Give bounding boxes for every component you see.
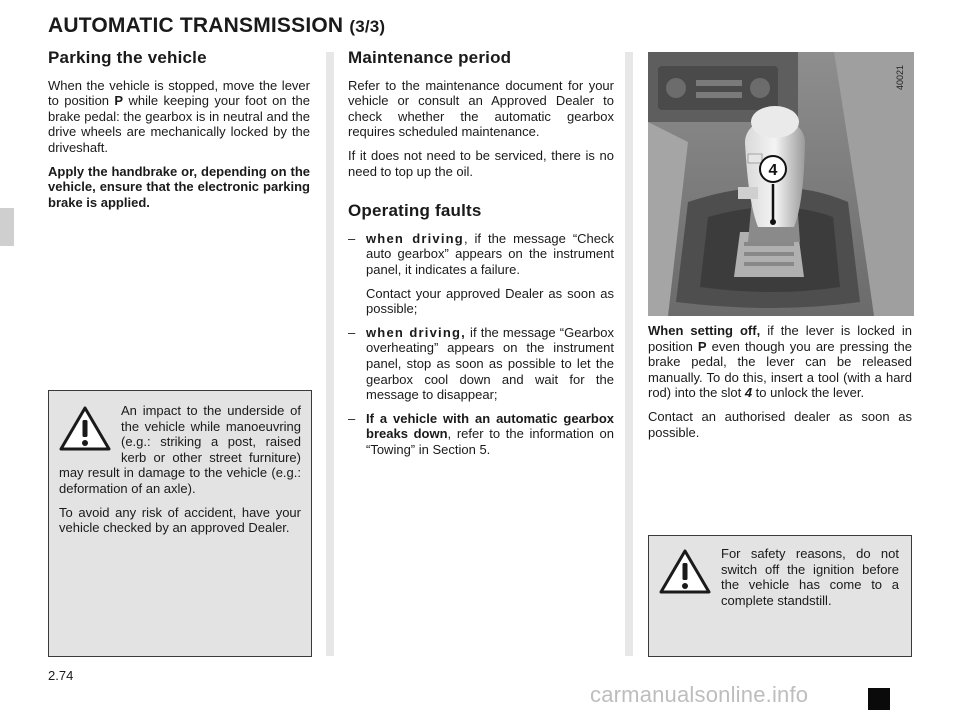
watermark-text: carmanualsonline.info — [590, 682, 809, 707]
paragraph: Refer to the maintenance document for your vehicle or consult an Approved Dealer to check whether the automatic gearbox requires scheduled maintenance. — [348, 77, 614, 140]
column-divider — [625, 52, 633, 656]
paragraph: Contact an authorised dealer as soon as possible. — [648, 408, 912, 440]
middle-column — [348, 50, 614, 465]
paragraph: When the vehicle is stopped, move the lever to position P while keeping your foot on the brake pedal: the gearbox is in neutral and the drive wheels are mechanically locked by the driveshaft. — [48, 77, 310, 155]
warning-triangle-icon — [659, 548, 711, 594]
paragraph: If it does not need to be serviced, there is no need to top up the oil. — [348, 147, 614, 179]
right-column — [648, 323, 912, 448]
warning-box — [48, 390, 312, 657]
photo-code: 40021 — [895, 64, 905, 90]
warning-text: An impact to the underside of the vehicle while manoeuvring (e.g.: striking a post, raised kerb or other street furniture) may result in damage to the vehicle (e.g.: deformation of an axle). — [59, 403, 301, 496]
left-column — [48, 50, 310, 218]
section-heading: Operating faults — [348, 201, 482, 221]
paragraph-bold: Apply the handbrake or, depending on the vehicle, ensure that the electronic parking brake is applied. — [48, 163, 310, 210]
list-item: – when driving, if the message “Check auto gearbox” appears on the instrument panel, it indicates a failure. Contact your approved Dealer as soon as possible; — [348, 230, 614, 317]
section-heading: Parking the vehicle — [48, 48, 207, 67]
paragraph: When setting off, if the lever is locked in position P even though you are pressing the brake pedal, the lever can be released manually. To do this, insert a tool (with a hard rod) into the slot 4 to unlock the lever. — [648, 323, 912, 401]
section-heading: Maintenance period — [348, 48, 512, 67]
page-corner-mark — [868, 688, 890, 710]
title-text: AUTOMATIC TRANSMISSION — [48, 14, 344, 37]
list-item: – when driving, if the message “Gearbox overheating” appears on the instrument panel, stop as soon as possible to let the gearbox cool down and wait for the message to disappear; — [348, 324, 614, 403]
warning-triangle-icon — [59, 405, 111, 451]
section-tab — [0, 208, 14, 246]
page-number: 2.74 — [48, 668, 74, 683]
warning-box — [648, 535, 912, 657]
list-item-note: Contact your approved Dealer as soon as possible; — [366, 285, 614, 317]
list-item: – If a vehicle with an automatic gearbox breaks down, refer to the information on “Towing” in Section 5. — [348, 410, 614, 457]
gear-lever-photo — [648, 52, 914, 316]
title-part: (3/3) — [349, 17, 386, 36]
page-title — [48, 14, 385, 38]
warning-text: To avoid any risk of accident, have your vehicle checked by an approved Dealer. — [59, 504, 301, 536]
warning-text: For safety reasons, do not switch off the ignition before the vehicle has come to a complete standstill. — [721, 546, 899, 608]
callout-label: 4 — [768, 162, 778, 179]
column-divider — [326, 52, 334, 656]
